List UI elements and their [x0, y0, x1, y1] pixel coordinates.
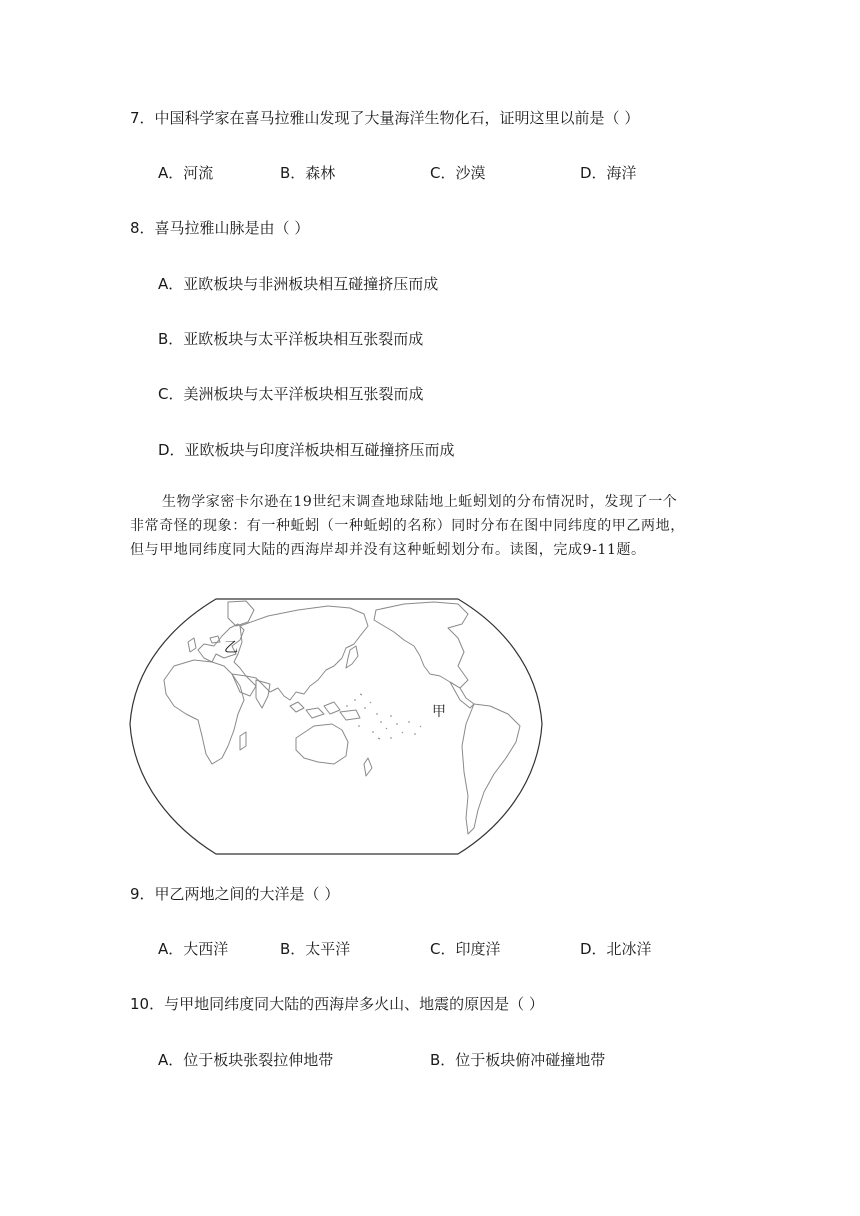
question-8-stem: 8．喜马拉雅山脉是由（ ） — [130, 219, 310, 237]
passage-line-2: 非常奇怪的现象：有一种蚯蚓（一种蚯蚓的名称）同时分布在图中同纬度的甲乙两地， — [130, 518, 685, 534]
question-8-option-a[interactable]: A．亚欧板块与非洲板块相互碰撞挤压而成 — [158, 275, 439, 293]
question-10-option-b[interactable]: B．位于板块俯冲碰撞地带 — [430, 1051, 606, 1069]
pacific-islands — [346, 694, 421, 739]
world-map-svg — [128, 596, 544, 858]
question-9-stem: 9．甲乙两地之间的大洋是（ ） — [130, 885, 340, 903]
passage-line-1: 生物学家密卡尔逊在19世纪末调查地球陆地上蚯蚓划的分布情况时，发现了一个 — [162, 494, 678, 510]
reading-passage — [130, 490, 730, 562]
question-9-option-c[interactable]: C．印度洋 — [430, 940, 501, 958]
question-8-option-c[interactable]: C．美洲板块与太平洋板块相互张裂而成 — [158, 385, 424, 403]
question-7-option-b[interactable]: B．森林 — [280, 164, 336, 182]
passage-line-3: 但与甲地同纬度同大陆的西海岸却并没有这种蚯蚓划分布。读图，完成9-11题。 — [130, 542, 646, 558]
question-7-option-d[interactable]: D．海洋 — [580, 164, 637, 182]
question-9-option-d[interactable]: D．北冰洋 — [580, 940, 652, 958]
question-7-option-a[interactable]: A．河流 — [158, 164, 214, 182]
question-9-option-a[interactable]: A．大西洋 — [158, 940, 229, 958]
map-label-yi: 乙 — [224, 640, 238, 656]
question-8-option-d[interactable]: D．亚欧板块与印度洋板块相互碰撞挤压而成 — [158, 441, 455, 459]
question-7-stem: 7．中国科学家在喜马拉雅山发现了大量海洋生物化石，证明这里以前是（ ） — [130, 109, 640, 127]
question-9-option-b[interactable]: B．太平洋 — [280, 940, 351, 958]
question-7-option-c[interactable]: C．沙漠 — [430, 164, 486, 182]
question-8-option-b[interactable]: B．亚欧板块与太平洋板块相互张裂而成 — [158, 330, 424, 348]
question-10-stem: 10．与甲地同纬度同大陆的西海岸多火山、地震的原因是（ ） — [130, 995, 544, 1013]
question-10-option-a[interactable]: A．位于板块张裂拉伸地带 — [158, 1051, 334, 1069]
coastlines — [164, 601, 520, 834]
world-map-figure — [128, 596, 544, 858]
map-label-jia: 甲 — [432, 704, 446, 720]
